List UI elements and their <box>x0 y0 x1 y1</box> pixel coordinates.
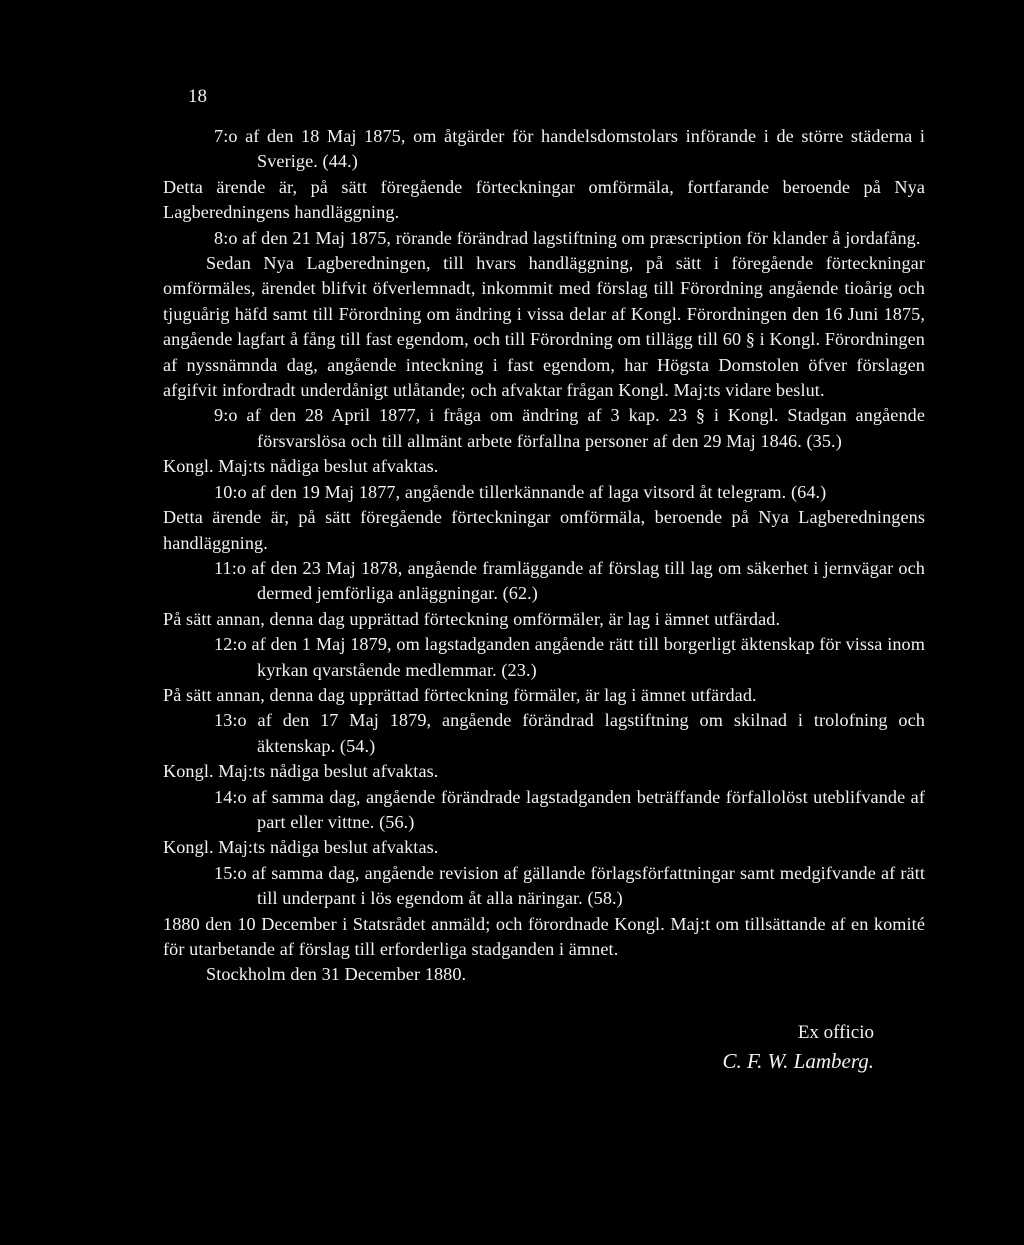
status-note-12: På sätt annan, denna dag upprättad förteckning förmäler, är lag i ämnet utfärdad. <box>163 684 757 705</box>
status-note-9: Kongl. Maj:ts nådiga beslut afvaktas. <box>163 456 439 477</box>
signature-block <box>722 1019 874 1075</box>
page-number: 18 <box>188 86 207 107</box>
place-date: Stockholm den 31 December 1880. <box>206 964 467 985</box>
list-item-7: 7:o af den 18 Maj 1875, om åtgärder för handelsdomstolars införande i de större städerna i Sverige. (44.) <box>214 126 925 172</box>
status-note-14: Kongl. Maj:ts nådiga beslut afvaktas. <box>163 837 439 858</box>
status-note-7: Detta ärende är, på sätt föregående förteckningar omförmäla, fortfarande beroende på Nya Lagberedningens handläggning. <box>163 176 925 223</box>
list-item-12: 12:o af den 1 Maj 1879, om lagstadganden angående rätt till borgerligt äktenskap för vissa inom kyrkan qvarstående medlemmar. (23.) <box>214 634 925 680</box>
list-item-14: 14:o af samma dag, angående förändrade lagstadganden beträffande förfallolöst uteblifvande af part eller vittne. (56.) <box>214 786 925 832</box>
status-note-13: Kongl. Maj:ts nådiga beslut afvaktas. <box>163 761 439 782</box>
list-item-10: 10:o af den 19 Maj 1877, angående tillerkännande af laga vitsord åt telegram. (64.) <box>214 481 827 502</box>
status-note-8: Sedan Nya Lagberedningen, till hvars handläggning, på sätt i föregående förteckningar omförmäles, ärendet blifvit öfverlemnadt, inkommit med förslag till Förordning angående tioårig och tjuguårig häfd samt till Förordning om ändring i vissa delar af Kongl. Förordningen den 16 Juni 1875, angående lagfart å fång till fast egendom, och till Förordning om tillägg till 60 § i Kongl. Förordningen af nyssnämnda dag, angående inteckning i fast egendom, har Högsta Domstolen öfver förslagen afgifvit infordradt underdånigt utlåtande; och afvaktar frågan Kongl. Maj:ts vidare beslut. <box>163 253 925 401</box>
list-item-15: 15:o af samma dag, angående revision af gällande förlagsförfattningar samt medgifvande af rätt till underpant i lös egendom åt alla näringar. (58.) <box>214 862 925 909</box>
list-item-8: 8:o af den 21 Maj 1875, rörande förändrad lagstiftning om præscription för klander å jordafång. <box>214 227 921 248</box>
signatory-name: C. F. W. Lamberg. <box>722 1049 874 1073</box>
status-note-15: 1880 den 10 December i Statsrådet anmäld; och förordnade Kongl. Maj:t om tillsättande af en komité för utarbetande af förslag till erforderliga stadganden i ämnet. <box>163 913 925 959</box>
list-item-9: 9:o af den 28 April 1877, i fråga om ändring af 3 kap. 23 § i Kongl. Stadgan angående försvarslösa och till allmänt arbete förfallna personer af den 29 Maj 1846. (35.) <box>214 405 925 451</box>
signature-role: Ex officio <box>797 1022 874 1043</box>
list-item-13: 13:o af den 17 Maj 1879, angående förändrad lagstiftning om skilnad i trolofning och äktenskap. (54.) <box>214 710 925 756</box>
document-body <box>163 124 925 988</box>
status-note-10: Detta ärende är, på sätt föregående förteckningar omförmäla, beroende på Nya Lagberedningens handläggning. <box>163 507 925 553</box>
list-item-11: 11:o af den 23 Maj 1878, angående framläggande af förslag till lag om säkerhet i jernvägar och dermed jemförliga anläggningar. (62.) <box>214 557 925 604</box>
status-note-11: På sätt annan, denna dag upprättad förteckning omförmäler, är lag i ämnet utfärdad. <box>163 608 781 629</box>
